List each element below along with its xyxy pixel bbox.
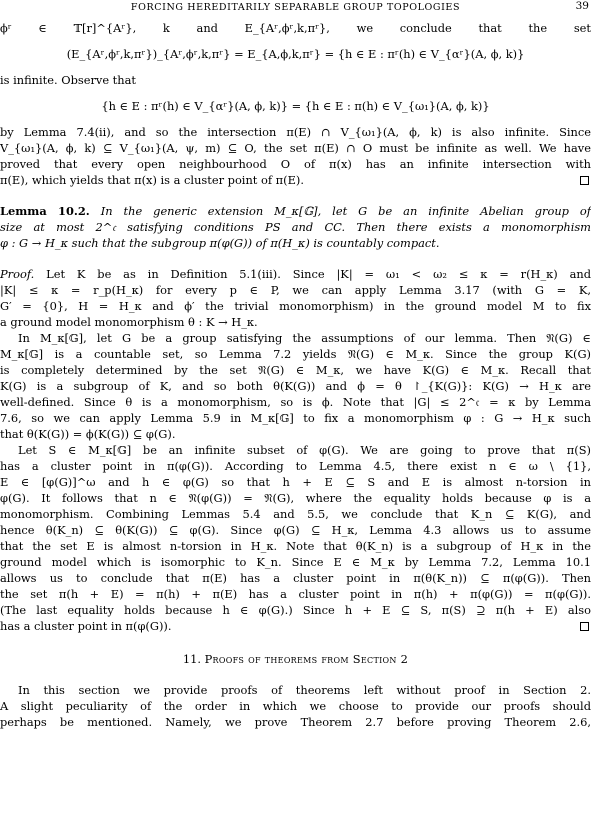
section-number: 11. bbox=[182, 652, 201, 666]
text-line: In this section we provide proofs of theorems left without proof in Section 2. bbox=[18, 683, 591, 697]
section-title: Proofs of theorems from Section 2 bbox=[204, 652, 409, 666]
text-line: that the set E is almost n-torsion in H_κ. Note that θ(K_n) is a subgroup of H_κ in the bbox=[0, 539, 591, 553]
text-line: G′ = {0}, H = H_κ and ϕ′ the trivial monomorphism) in the ground model M to fix bbox=[0, 299, 591, 313]
lemma-text: In the generic extension M_κ[𝔾], let G be an infinite Abelian group of bbox=[100, 204, 591, 218]
proof-label: Proof. bbox=[0, 267, 35, 281]
text-line: (The last equality holds because h ∈ φ(G).) Since h + E ⊆ S, π(S) ⊇ π(h + E) also bbox=[0, 603, 591, 617]
text-line: a ground model monomorphism θ : K → H_κ. bbox=[0, 315, 258, 329]
proof-text: Let K be as in Definition 5.1(iii). Since |K| = ω₁ < ω₂ ≤ κ = r(H_κ) and bbox=[46, 267, 591, 281]
text-line: M_κ[𝔾] is a countable set, so Lemma 7.2 yields 𝔑(G) ∈ M_κ. Since the group K(G) bbox=[0, 347, 591, 361]
text-line: A slight peculiarity of the order in which we choose to provide our proofs should bbox=[0, 699, 591, 713]
text-line: π(E), which yields that π(x) is a cluster point of π(E). bbox=[0, 173, 304, 187]
text-line: Let S ∈ M_κ[𝔾] be an infinite subset of φ(G). We are going to prove that π(S) bbox=[18, 443, 591, 457]
text-line: hence θ(K_n) ⊆ θ(K(G)) ⊆ φ(G). Since φ(G) ⊆ H_κ, Lemma 4.3 allows us to assume bbox=[0, 523, 591, 537]
text-line: the set π(h + E) = π(h) + π(E) has a cluster point in π(h) + π(φ(G)) = π(φ(G)). bbox=[0, 587, 591, 601]
text-line: allows us to conclude that π(E) has a cluster point in π(θ(K_n)) ⊆ π(φ(G)). Then bbox=[0, 571, 591, 585]
text-line: K(G) is a subgroup of K, and so both θ(K(G)) and ϕ = θ ↾_{K(G)}: K(G) → H_κ are bbox=[0, 379, 591, 393]
section-heading bbox=[0, 651, 591, 667]
lemma-label: Lemma 10.2. bbox=[0, 204, 90, 218]
running-title: FORCING HEREDITARILY SEPARABLE GROUP TOPOLOGIES bbox=[130, 2, 461, 13]
page-number: 39 bbox=[575, 0, 589, 12]
lemma-text: φ : G → H_κ such that the subgroup π(φ(G)) of π(H_κ) is countably compact. bbox=[0, 236, 440, 250]
text-line: is infinite. Observe that bbox=[0, 73, 136, 87]
text-line: φ(G). It follows that n ∈ 𝔑(φ(G)) = 𝔑(G), where the equality holds because φ is a bbox=[0, 491, 591, 505]
text-line: ϕʳ ∈ 𝕋[r]^{Aʳ}, k and E_{Aʳ,ϕʳ,k,πʳ}, we conclude that the set bbox=[0, 21, 591, 35]
text-line: 7.6, so we can apply Lemma 5.9 in M_κ[𝔾] to fix a monomorphism φ : G → H_κ such bbox=[0, 411, 591, 425]
text-line: well-defined. Since θ is a monomorphism, so is ϕ. Note that |G| ≤ 2^𝔠 = κ by Lemma bbox=[0, 395, 591, 409]
text-line: ground model which is isomorphic to K_n. Since E ∈ M_κ by Lemma 7.2, Lemma 10.1 bbox=[0, 555, 591, 569]
text-line: has a cluster point in π(φ(G)). According to Lemma 4.5, there exist n ∈ ω \ {1}, bbox=[0, 459, 591, 473]
text-line: by Lemma 7.4(ii), and so the intersection π(E) ∩ V_{ω₁}(A, ϕ, k) is also infinite. Since bbox=[0, 125, 591, 139]
text-line: perhaps be mentioned. Namely, we prove Theorem 2.7 before proving Theorem 2.6, bbox=[0, 715, 591, 729]
text-line: E ∈ [φ(G)]^ω and h ∈ φ(G) so that h + E ⊆ S and E is almost n-torsion in bbox=[0, 475, 591, 489]
qed-symbol bbox=[580, 176, 589, 185]
display-equation: (E_{Aʳ,ϕʳ,k,πʳ})_{Aʳ,ϕʳ,k,πʳ} = E_{A,ϕ,k,πʳ} = {h ∈ E : πʳ(h) ∈ V_{αʳ}(A, ϕ, k)} bbox=[66, 47, 525, 61]
lemma-text: size at most 2^𝔠 satisfying conditions PS and CC. Then there exists a monomorphism bbox=[0, 220, 591, 234]
text-line: V_{ω₁}(A, ϕ, k) ⊆ V_{ω₁}(A, ψ, m) ⊆ O, the set π(E) ∩ O must be infinite as well. We have bbox=[0, 141, 591, 155]
text-line: proved that every open neighbourhood O of π(x) has an infinite intersection with bbox=[0, 157, 591, 171]
text-line: monomorphism. Combining Lemmas 5.4 and 5.5, we conclude that K_n ⊆ K(G), and bbox=[0, 507, 591, 521]
text-line: that θ(K(G)) = ϕ(K(G)) ⊆ φ(G). bbox=[0, 427, 176, 441]
lemma-statement-line bbox=[0, 203, 591, 219]
text-line: In M_κ[𝔾], let G be a group satisfying the assumptions of our lemma. Then 𝔑(G) ∈ bbox=[18, 331, 591, 345]
display-equation: {h ∈ E : πʳ(h) ∈ V_{αʳ}(A, ϕ, k)} = {h ∈ E : π(h) ∈ V_{ω₁}(A, ϕ, k)} bbox=[101, 99, 490, 113]
text-line: is completely determined by the set 𝔑(G) ∈ M_κ, we have K(G) ∈ M_κ. Recall that bbox=[0, 363, 591, 377]
proof-first-line bbox=[0, 266, 591, 282]
text-line: has a cluster point in π(φ(G)). bbox=[0, 619, 172, 633]
qed-symbol bbox=[580, 622, 589, 631]
text-line: |K| ≤ κ = r_p(H_κ) for every p ∈ P, we can apply Lemma 3.17 (with G = K, bbox=[0, 283, 591, 297]
